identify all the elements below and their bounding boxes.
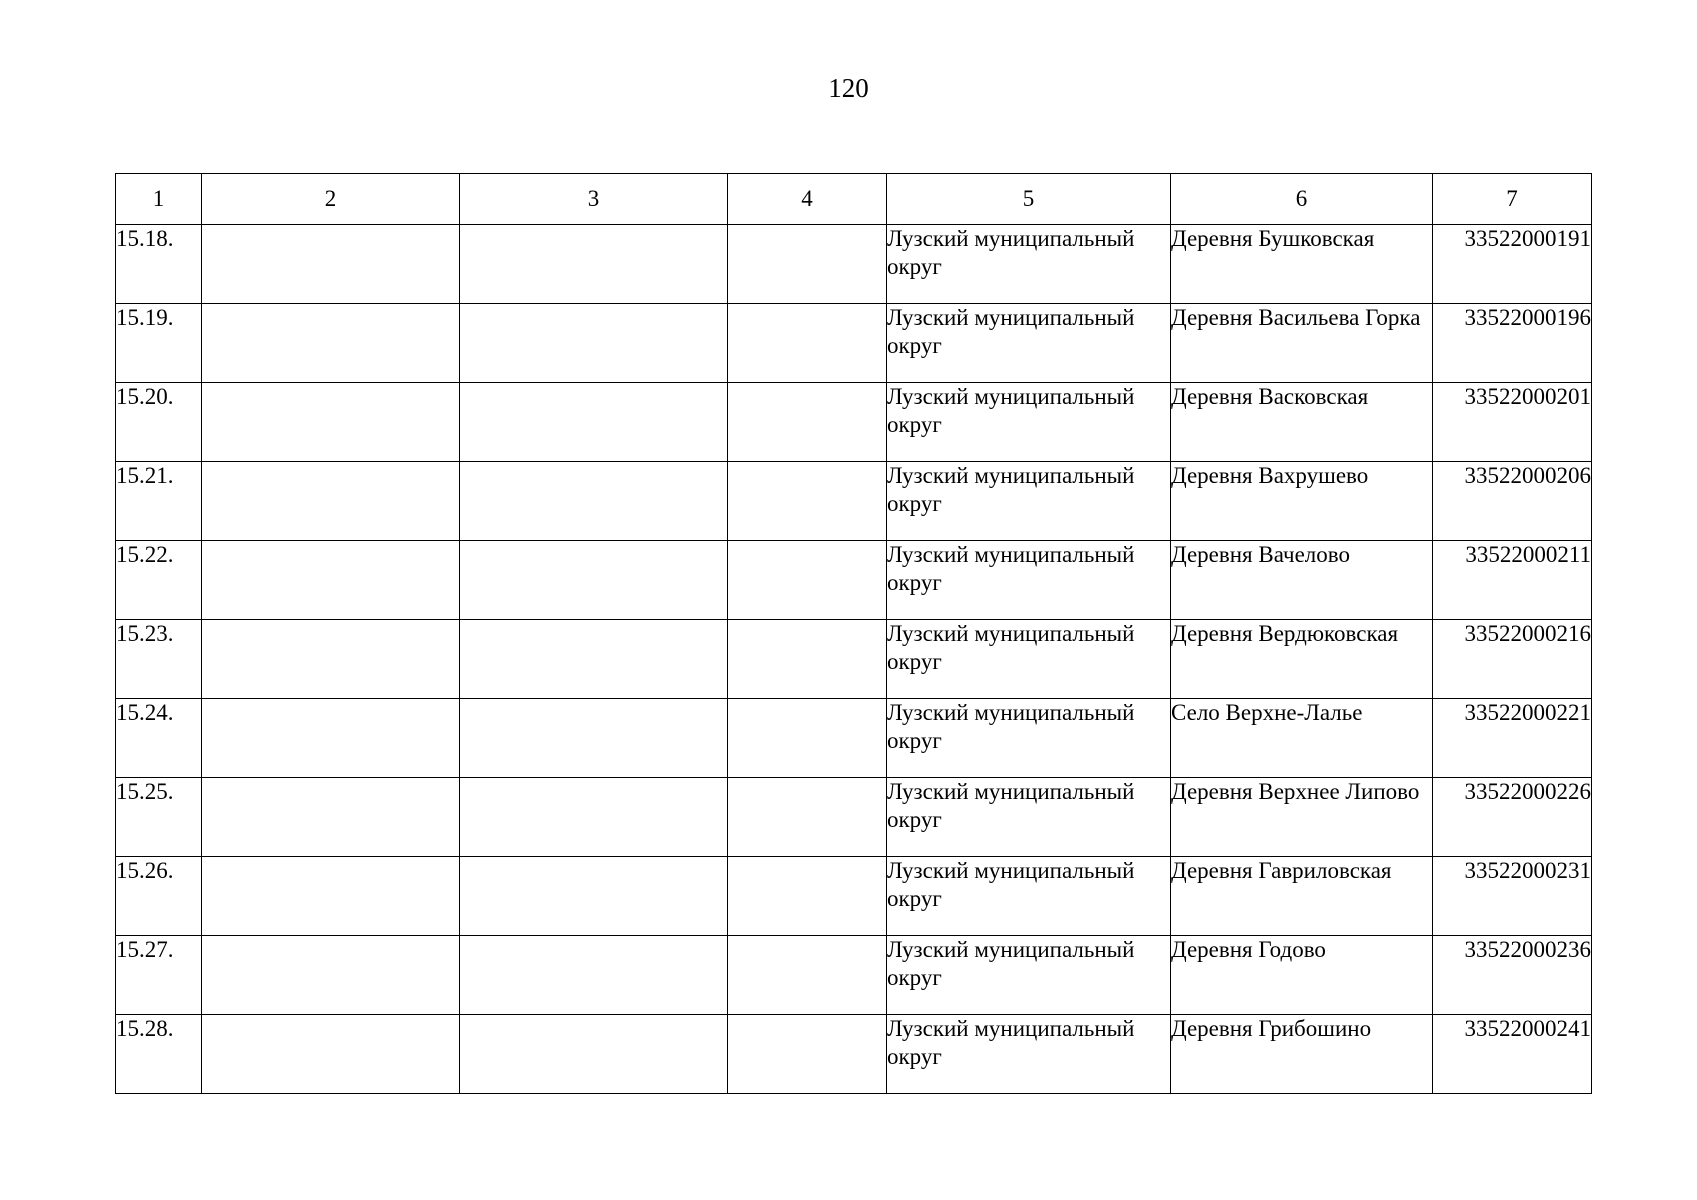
code-cell: 33522000221 [1433,699,1592,778]
column-header-7: 7 [1433,174,1592,225]
settlement-cell: Деревня Годово [1171,936,1433,1015]
row-number-cell: 15.22. [116,541,202,620]
code-cell: 33522000216 [1433,620,1592,699]
district-cell: Лузский муниципальный округ [887,620,1171,699]
table-row [116,778,1592,857]
row-number-cell: 15.24. [116,699,202,778]
empty-cell-col2 [202,778,460,857]
table-row [116,620,1592,699]
empty-cell-col4 [728,304,887,383]
code-cell: 33522000206 [1433,462,1592,541]
table-row [116,857,1592,936]
empty-cell-col2 [202,936,460,1015]
settlement-cell: Деревня Гавриловская [1171,857,1433,936]
code-cell: 33522000231 [1433,857,1592,936]
row-number-cell: 15.26. [116,857,202,936]
empty-cell-col3 [460,936,728,1015]
empty-cell-col4 [728,541,887,620]
column-header-2: 2 [202,174,460,225]
empty-cell-col3 [460,1015,728,1094]
district-cell: Лузский муниципальный округ [887,699,1171,778]
district-cell: Лузский муниципальный округ [887,778,1171,857]
empty-cell-col4 [728,857,887,936]
district-cell: Лузский муниципальный округ [887,225,1171,304]
table-row [116,699,1592,778]
empty-cell-col2 [202,857,460,936]
empty-cell-col4 [728,462,887,541]
row-number-cell: 15.18. [116,225,202,304]
code-cell: 33522000241 [1433,1015,1592,1094]
settlement-cell: Деревня Вачелово [1171,541,1433,620]
table-row [116,462,1592,541]
settlement-cell: Деревня Бушковская [1171,225,1433,304]
table-row [116,1015,1592,1094]
table-row [116,541,1592,620]
row-number-cell: 15.25. [116,778,202,857]
table-row [116,304,1592,383]
empty-cell-col2 [202,462,460,541]
row-number-cell: 15.21. [116,462,202,541]
empty-cell-col3 [460,541,728,620]
empty-cell-col3 [460,462,728,541]
settlement-cell: Деревня Грибошино [1171,1015,1433,1094]
empty-cell-col4 [728,936,887,1015]
settlement-cell: Село Верхне-Лалье [1171,699,1433,778]
settlement-cell: Деревня Вердюковская [1171,620,1433,699]
empty-cell-col2 [202,541,460,620]
row-number-cell: 15.23. [116,620,202,699]
empty-cell-col4 [728,778,887,857]
code-cell: 33522000226 [1433,778,1592,857]
empty-cell-col4 [728,1015,887,1094]
district-cell: Лузский муниципальный округ [887,936,1171,1015]
table-row [116,936,1592,1015]
empty-cell-col3 [460,225,728,304]
empty-cell-col3 [460,778,728,857]
empty-cell-col2 [202,699,460,778]
row-number-cell: 15.20. [116,383,202,462]
empty-cell-col3 [460,383,728,462]
empty-cell-col2 [202,383,460,462]
empty-cell-col3 [460,699,728,778]
district-cell: Лузский муниципальный округ [887,541,1171,620]
table-body [116,174,1592,1094]
empty-cell-col2 [202,1015,460,1094]
row-number-cell: 15.19. [116,304,202,383]
empty-cell-col4 [728,699,887,778]
column-header-4: 4 [728,174,887,225]
code-cell: 33522000211 [1433,541,1592,620]
code-cell: 33522000201 [1433,383,1592,462]
code-cell: 33522000196 [1433,304,1592,383]
column-header-3: 3 [460,174,728,225]
settlement-cell: Деревня Васковская [1171,383,1433,462]
page-number: 120 [828,73,869,103]
row-number-cell: 15.27. [116,936,202,1015]
district-cell: Лузский муниципальный округ [887,304,1171,383]
column-header-6: 6 [1171,174,1433,225]
empty-cell-col4 [728,620,887,699]
column-header-5: 5 [887,174,1171,225]
district-cell: Лузский муниципальный округ [887,462,1171,541]
empty-cell-col4 [728,225,887,304]
district-cell: Лузский муниципальный округ [887,857,1171,936]
row-number-cell: 15.28. [116,1015,202,1094]
empty-cell-col3 [460,857,728,936]
code-cell: 33522000191 [1433,225,1592,304]
empty-cell-col2 [202,225,460,304]
empty-cell-col3 [460,304,728,383]
district-cell: Лузский муниципальный округ [887,1015,1171,1094]
empty-cell-col3 [460,620,728,699]
district-cell: Лузский муниципальный округ [887,383,1171,462]
code-cell: 33522000236 [1433,936,1592,1015]
settlement-cell: Деревня Васильева Горка [1171,304,1433,383]
table-row [116,225,1592,304]
empty-cell-col4 [728,383,887,462]
column-header-1: 1 [116,174,202,225]
table-row [116,383,1592,462]
settlement-cell: Деревня Верхнее Липово [1171,778,1433,857]
table-header-row [116,174,1592,225]
empty-cell-col2 [202,620,460,699]
settlement-cell: Деревня Вахрушево [1171,462,1433,541]
empty-cell-col2 [202,304,460,383]
document-table [115,173,1592,1094]
